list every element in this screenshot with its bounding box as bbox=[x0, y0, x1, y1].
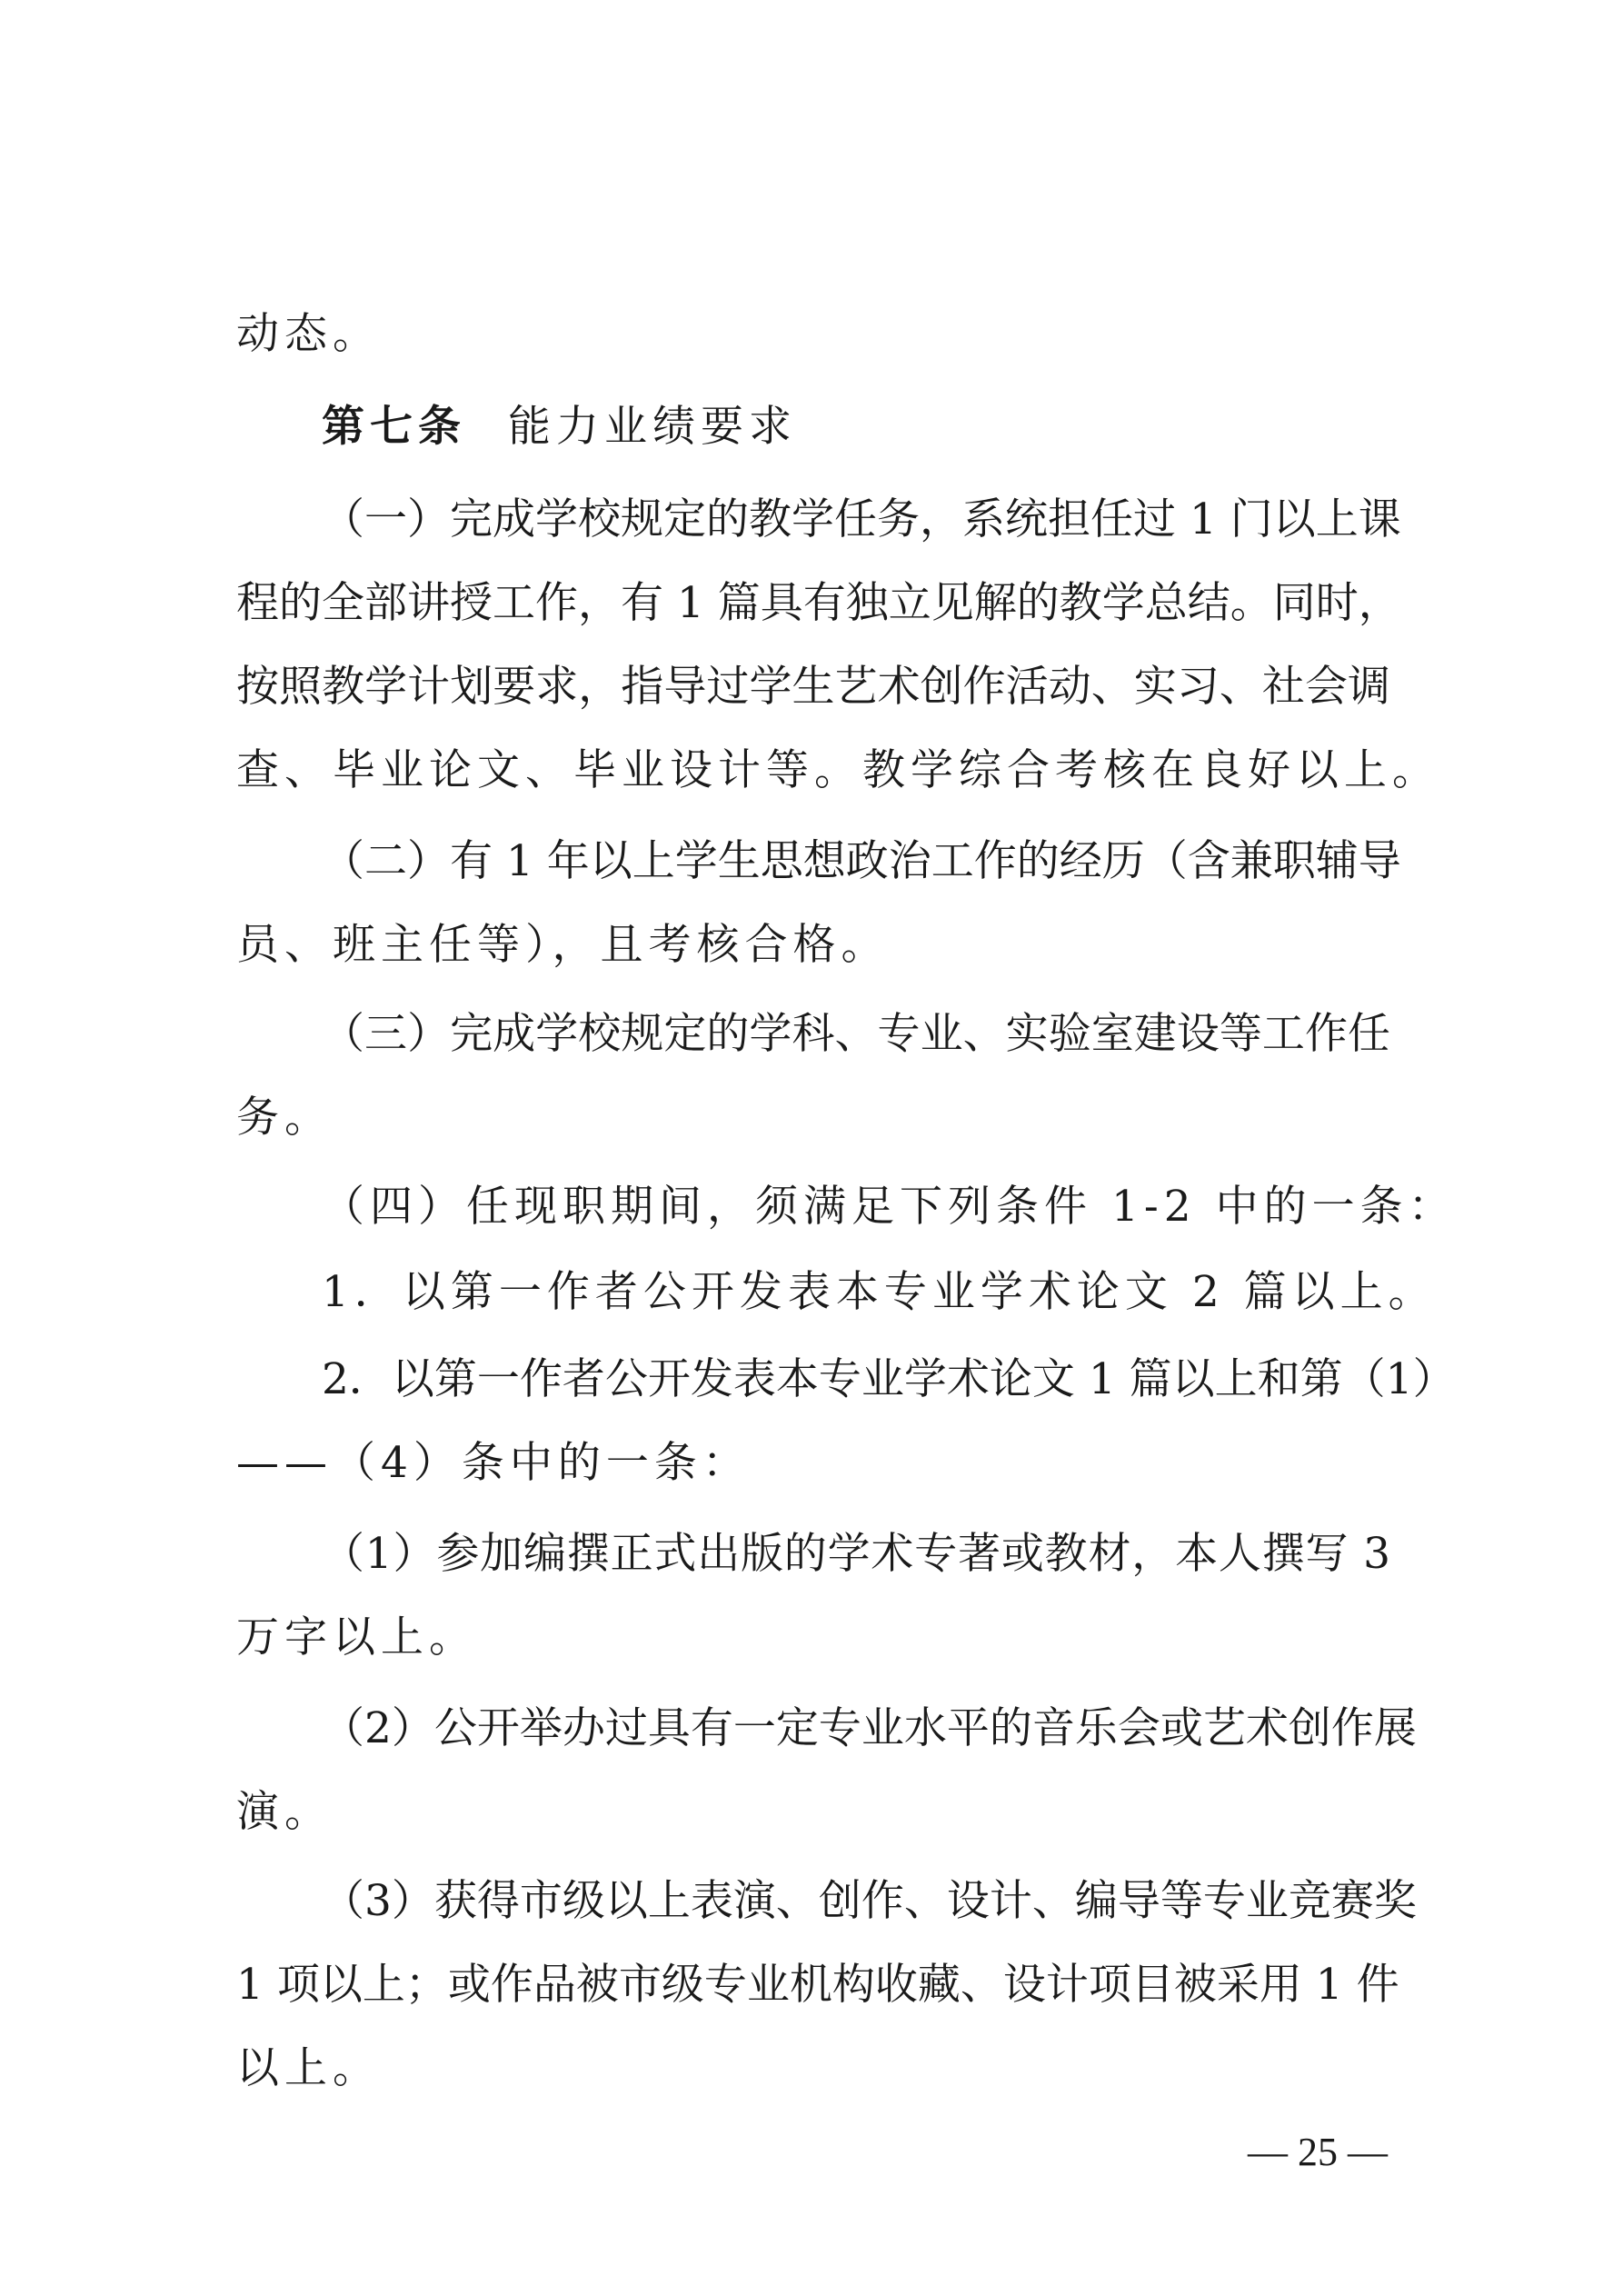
paragraph-line: 务。 bbox=[236, 1093, 333, 1143]
sub-item-continuation: 万字以上。 bbox=[236, 1612, 477, 1662]
paragraph-line: 查、毕业论文、毕业设计等。教学综合考核在良好以上。 bbox=[236, 745, 1440, 795]
sub-item: （2）公开举办过具有一定专业水平的音乐会或艺术创作展 bbox=[322, 1703, 1417, 1753]
paragraph-line: （三）完成学校规定的学科、专业、实验室建设等工作任 bbox=[322, 1009, 1390, 1059]
sub-item: （1）参加编撰正式出版的学术专著或教材，本人撰写 3 bbox=[322, 1529, 1390, 1579]
sub-item-continuation: 以上。 bbox=[236, 2043, 381, 2093]
paragraph-line: （二）有 1 年以上学生思想政治工作的经历（含兼职辅导 bbox=[322, 836, 1401, 886]
list-item: 2．以第一作者公开发表本专业学术论文 1 篇以上和第（1） bbox=[322, 1354, 1456, 1404]
list-item-continuation: ——（4）条中的一条： bbox=[236, 1438, 751, 1488]
article-heading-line bbox=[322, 400, 1390, 454]
article-title: 能力业绩要求 bbox=[508, 402, 797, 452]
list-item: 1．以第一作者公开发表本专业学术论文 2 篇以上。 bbox=[322, 1267, 1437, 1317]
paragraph-line: 程的全部讲授工作，有 1 篇具有独立见解的教学总结。同时， bbox=[236, 578, 1401, 628]
paragraph-line: （一）完成学校规定的教学任务，系统担任过 1 门以上课 bbox=[322, 494, 1401, 544]
paragraph-line: （四）任现职期间，须满足下列条件 1-2 中的一条： bbox=[322, 1182, 1457, 1232]
text-line-continuation: 动态。 bbox=[236, 309, 381, 359]
sub-item-continuation: 演。 bbox=[236, 1787, 333, 1837]
page-number: — 25 — bbox=[1248, 2130, 1388, 2174]
paragraph-line: 按照教学计划要求，指导过学生艺术创作活动、实习、社会调 bbox=[236, 662, 1390, 712]
sub-item: （3）获得市级以上表演、创作、设计、编导等专业竞赛奖 bbox=[322, 1876, 1417, 1926]
sub-item-continuation: 1 项以上；或作品被市级专业机构收藏、设计项目被采用 1 件 bbox=[236, 1960, 1399, 2010]
article-heading: 第七条 bbox=[322, 402, 466, 452]
paragraph-line: 员、班主任等），且考核合格。 bbox=[236, 920, 890, 970]
